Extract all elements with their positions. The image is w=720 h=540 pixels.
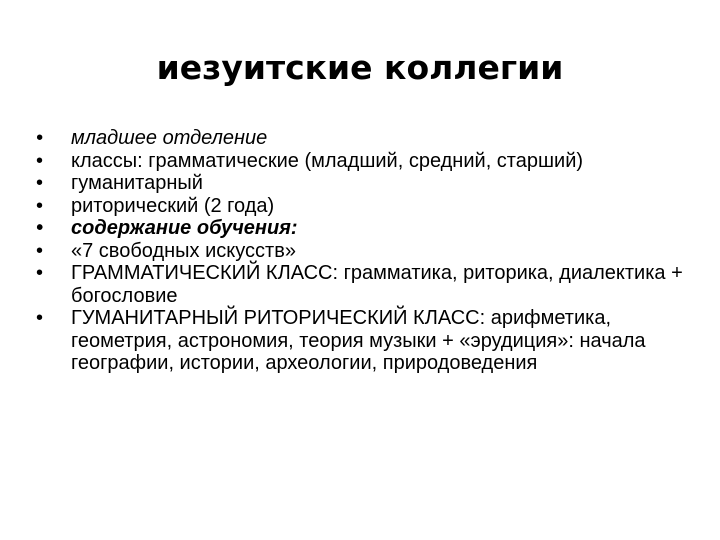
slide-title: иезуитские коллегии [156,48,564,87]
list-item-curriculum-heading: • содержание обучения: [36,217,686,240]
list-item-humanities: • гуманитарный [36,172,686,195]
list-item-grammar-classes: • классы: грамматические (младший, средний, старший) [36,150,686,173]
bullet-list [36,127,686,375]
list-item-grammar-class-subjects: • ГРАММАТИЧЕСКИЙ КЛАСС: грамматика, риторика, диалектика + богословие [36,262,686,307]
list-item-seven-liberal-arts: • «7 свободных искусств» [36,240,686,263]
list-item-junior-department: • младшее отделение [36,127,686,150]
list-item-rhetoric: • риторический (2 года) [36,195,686,218]
list-item-rhetoric-class-subjects: • ГУМАНИТАРНЫЙ РИТОРИЧЕСКИЙ КЛАСС: арифметика, геометрия, астрономия, теория музыки + «эрудиция»: начала географии, истории, археологии, природоведения [36,307,686,375]
